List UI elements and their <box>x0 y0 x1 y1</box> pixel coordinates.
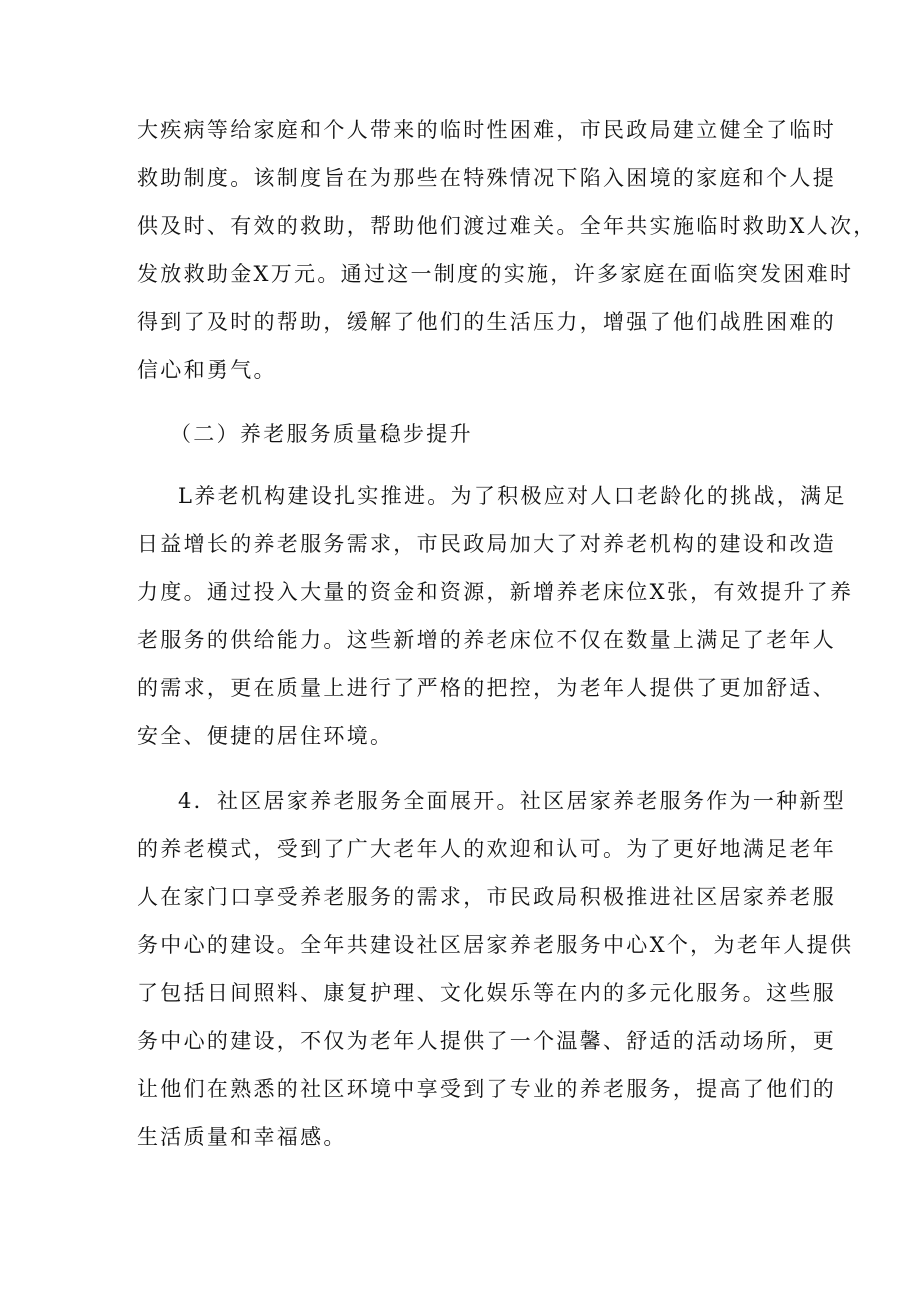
text-line: 日益增长的养老服务需求，市民政局加大了对养老机构的建设和改造 <box>137 532 836 556</box>
text-line: L养老机构建设扎实推进。为了积极应对人口老龄化的挑战，满足 <box>178 484 847 508</box>
text-line: 务中心的建设，不仅为老年人提供了一个温馨、舒适的活动场所，更 <box>137 1029 836 1053</box>
text-line: 让他们在熟悉的社区环境中享受到了专业的养老服务，提高了他们的 <box>137 1077 836 1101</box>
text-line: 4．社区居家养老服务全面展开。社区居家养老服务作为一种新型 <box>178 789 847 813</box>
section-heading: （二）养老服务质量稳步提升 <box>170 422 473 446</box>
text-line: 大疾病等给家庭和个人带来的临时性困难，市民政局建立健全了临时 <box>137 118 836 142</box>
text-line: 生活质量和幸福感。 <box>137 1125 347 1149</box>
text-line: 力度。通过投入大量的资金和资源，新增养老床位X张，有效提升了养 <box>137 580 854 604</box>
text-line: 务中心的建设。全年共建设社区居家养老服务中心X个，为老年人提供 <box>137 933 854 957</box>
text-line: 了包括日间照料、康复护理、文化娱乐等在内的多元化服务。这些服 <box>137 981 836 1005</box>
text-line: 发放救助金X万元。通过这一制度的实施，许多家庭在面临突发困难时 <box>137 262 854 286</box>
text-line: 的需求，更在质量上进行了严格的把控，为老年人提供了更加舒适、 <box>137 676 836 700</box>
text-line: 得到了及时的帮助，缓解了他们的生活压力，增强了他们战胜困难的 <box>137 310 836 334</box>
text-line: 人在家门口享受养老服务的需求，市民政局积极推进社区居家养老服 <box>137 885 836 909</box>
text-line: 的养老模式，受到了广大老年人的欢迎和认可。为了更好地满足老年 <box>137 837 836 861</box>
text-line: 安全、便捷的居住环境。 <box>137 724 394 748</box>
text-line: 供及时、有效的救助，帮助他们渡过难关。全年共实施临时救助X人次， <box>137 214 877 238</box>
text-line: 救助制度。该制度旨在为那些在特殊情况下陷入困境的家庭和个人提 <box>137 166 836 190</box>
text-line: 信心和勇气。 <box>137 358 277 382</box>
text-line: 老服务的供给能力。这些新增的养老床位不仅在数量上满足了老年人 <box>137 628 836 652</box>
